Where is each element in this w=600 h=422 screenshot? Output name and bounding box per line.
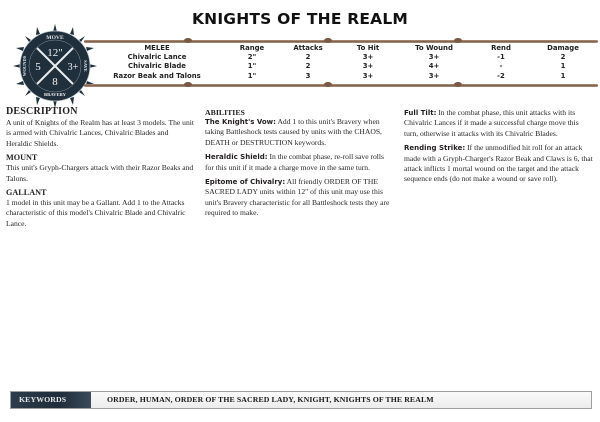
table-top-rule [84, 40, 598, 43]
table-row [86, 72, 596, 81]
weapon-range: 1" [247, 71, 257, 80]
mount-text: This unit's Gryph-Chargers attack with their Razor Beaks and Talons. [6, 163, 194, 183]
ability-name: The Knight's Vow: [205, 118, 276, 126]
header-range: Range [239, 44, 265, 52]
weapon-to-hit: 3+ [362, 53, 374, 62]
weapon-to-wound: 4+ [428, 62, 440, 71]
melee-weapons-table [86, 44, 596, 81]
weapon-rend: - [499, 62, 503, 71]
weapon-to-hit: 3+ [362, 62, 374, 71]
ability-text: In the combat phase, re-roll save rolls for this unit if it made a charge move in the same turn. [205, 152, 384, 172]
weapon-damage: 1 [560, 71, 566, 80]
header-attacks: Attacks [293, 44, 323, 52]
abilities-column [205, 108, 391, 223]
header-melee: MELEE [144, 44, 170, 52]
table-row [86, 62, 596, 71]
ability-text: In the combat phase, this unit attacks with its Chivalric Lances if it made a successful charge move this turn, otherwise it attacks with its Chivalric Blades. [404, 108, 579, 138]
mount-heading: MOUNT [6, 153, 38, 163]
ability-rending-strike [404, 143, 594, 185]
description-column [6, 106, 196, 229]
weapon-name: Chivalric Blade [128, 62, 186, 71]
abilities-heading: ABILITIES [205, 108, 245, 117]
weapon-range: 1" [247, 62, 257, 71]
weapon-damage: 1 [560, 62, 566, 71]
weapon-to-wound: 3+ [428, 71, 440, 80]
wounds-value: 5 [35, 61, 41, 73]
header-to-wound: To Wound [415, 44, 453, 52]
ability-name: Heraldic Shield: [205, 153, 268, 162]
bravery-value: 8 [52, 76, 58, 88]
ability-name: Full Tilt: [404, 109, 437, 117]
keywords-bar [10, 391, 592, 409]
gallant-heading: GALLANT [6, 188, 47, 198]
save-value: 3+ [67, 62, 79, 73]
keywords-label: KEYWORDS [11, 392, 91, 408]
ability-text: All friendly ORDER OF THE SACRED LADY units within 12" of this unit may use this unit's Bravery characteristic for all Battleshock tests they are required to make. [205, 177, 390, 218]
ability-text: Add 1 to this unit's Bravery when taking Battleshock tests caused by units with the CHAOS, DEATH or DESTRUCTION keywords. [205, 117, 382, 147]
move-value: 12" [47, 47, 63, 59]
ability-epitome-of-chivalry [205, 177, 391, 219]
weapon-name: Razor Beak and Talons [113, 71, 201, 80]
weapon-attacks: 2 [305, 53, 311, 62]
save-label: SAVE [83, 60, 88, 72]
bravery-label: BRAVERY [44, 92, 66, 97]
warscroll-title: KNIGHTS OF THE REALM [191, 10, 409, 28]
weapon-to-wound: 3+ [428, 53, 440, 62]
ability-full-tilt [404, 108, 594, 139]
description-text: A unit of Knights of the Realm has at least 3 models. The unit is armed with Chivalric Lances, Chivalric Blades and Heraldic Shields. [6, 118, 194, 148]
table-header-row [86, 44, 596, 53]
weapon-rend: -2 [497, 71, 505, 80]
header-rend: Rend [491, 44, 511, 52]
weapon-attacks: 2 [305, 62, 311, 71]
ability-knights-vow [205, 117, 391, 148]
description-heading: DESCRIPTION [6, 106, 78, 117]
header-damage: Damage [547, 44, 579, 52]
gallant-text: 1 model in this unit may be a Gallant. Add 1 to the Attacks characteristic of this model's Chivalric Blade and Chivalric Lance. [6, 198, 186, 228]
abilities-column-continued [404, 108, 594, 189]
weapon-attacks: 3 [305, 71, 311, 80]
ability-heraldic-shield [205, 152, 391, 173]
weapon-damage: 2 [560, 53, 566, 62]
ability-name: Rending Strike: [404, 144, 466, 153]
table-row [86, 53, 596, 62]
weapon-name: Chivalric Lance [127, 53, 187, 62]
ability-text: If the unmodified hit roll for an attack made with a Gryph-Charger's Razor Beak and Claws is 6, that attack inflicts 1 mortal wound on the target and the attack sequence ends (do not make a wound or save roll). [404, 143, 593, 184]
move-label: MOVE [46, 35, 64, 41]
weapon-range: 2" [247, 53, 257, 62]
weapon-to-hit: 3+ [362, 71, 374, 80]
keywords-text: ORDER, HUMAN, ORDER OF THE SACRED LADY, KNIGHT, KNIGHTS OF THE REALM [107, 395, 434, 404]
header-to-hit: To Hit [356, 44, 380, 52]
wounds-label: WOUNDS [22, 55, 27, 77]
ability-name: Epitome of Chivalry: [205, 178, 286, 187]
table-bottom-rule [84, 84, 598, 87]
weapon-rend: -1 [497, 53, 505, 62]
